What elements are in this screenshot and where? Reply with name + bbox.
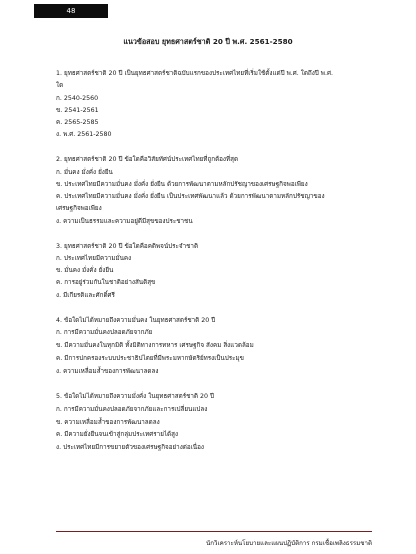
question-5-choice: ข. ความเหลื่อมล้ำของการพัฒนาลดลง	[56, 418, 160, 426]
question-1-choice: ข. 2541-2561	[56, 106, 99, 114]
question-5-choice: ก. การมีความมั่นคงปลอดภัยจากภัยและการเปลี่ยนแปลง	[56, 405, 208, 413]
question-2-choice: ก. มั่นคง มั่งคั่ง ยั่งยืน	[56, 168, 113, 176]
footer-text: นักวิเคราะห์นโยบายและแผนปฏิบัติการ กรมเชื้อเพลิงธรรมชาติ	[206, 540, 372, 547]
question-2-line: 2. ยุทธศาสตร์ชาติ 20 ปี ข้อใดคือวิสัยทัศน์ประเทศไทยที่ถูกต้องที่สุด	[56, 156, 239, 164]
question-1-line: ใด	[56, 82, 64, 90]
question-3-choice: ค. การอยู่ร่วมกันในชาติอย่างสันติสุข	[56, 279, 156, 287]
question-3-line: 3. ยุทธศาสตร์ชาติ 20 ปี ข้อใดคือคติพจน์ประจำชาติ	[56, 242, 199, 250]
question-4-line: 4. ข้อใดไม่ได้หมายถึงความมั่นคง ในยุทธศาสตร์ชาติ 20 ปี	[56, 316, 216, 324]
question-3-choice: ก. ประเทศไทยมีความมั่นคง	[56, 254, 132, 262]
question-3-choice: ง. มีเกียรติและศักดิ์ศรี	[56, 291, 115, 299]
question-5-choice: ง. ประเทศไทยมีการขยายตัวของเศรษฐกิจอย่างต่อเนื่อง	[56, 444, 204, 452]
question-5-line: 5. ข้อใดไม่ได้หมายถึงความมั่งคั่ง ในยุทธศาสตร์ชาติ 20 ปี	[56, 393, 215, 401]
question-4-choice: ก. การมีความมั่นคงปลอดภัยจากภัย	[56, 329, 153, 337]
page-title: แนวข้อสอบ ยุทธศาสตร์ชาติ 20 ปี พ.ศ. 2561-2580	[123, 37, 293, 46]
question-list	[56, 68, 368, 468]
footer-divider	[56, 531, 372, 532]
question-4	[56, 315, 368, 379]
question-2-choice: ค. ประเทศไทยมีความมั่นคง มั่งคั่ง ยั่งยืน เป็นประเทศพัฒนาแล้ว ด้วยการพัฒนาตามหลักปรัชญาของ	[56, 193, 325, 201]
question-1-choice: ง. พ.ศ. 2561-2580	[56, 131, 112, 139]
question-2-choice: ข. ประเทศไทยมีความมั่นคง มั่งคั่ง ยั่งยืน ด้วยการพัฒนาตามหลักปรัชญาของเศรษฐกิจพอเพียง	[56, 180, 308, 188]
question-1-choice: ก. 2540-2560	[56, 94, 99, 102]
question-5	[56, 391, 368, 455]
question-1-choice: ค. 2565-2585	[56, 119, 99, 127]
question-4-choice: ค. มีการปกครองระบบประชาธิปไตยที่มีพระมหากษัตริย์ทรงเป็นประมุข	[56, 354, 244, 362]
question-3	[56, 241, 368, 302]
question-5-choice: ค. มีความยั่งยืนจนเข้าสู่กลุ่มประเทศรายได้สูง	[56, 431, 179, 439]
question-2-choice: เศรษฐกิจพอเพียง	[56, 205, 102, 213]
question-1-line: 1. ยุทธศาสตร์ชาติ 20 ปี เป็นยุทธศาสตร์ชาติฉบับแรกของประเทศไทยที่เริ่มใช้ตั้งแต่ปี พ.ศ. ใดถึงปี พ.ศ.	[56, 70, 333, 77]
question-2-choice: ง. ความเป็นธรรมและความอยู่ดีมีสุขของประชาชน	[56, 217, 193, 225]
question-4-choice: ข. มีความมั่นคงในทุกมิติ ทั้งมิติทางการทหาร เศรษฐกิจ สังคม สิ่งแวดล้อม	[56, 342, 254, 350]
page-number: 48	[34, 4, 108, 18]
question-4-choice: ง. ความเหลื่อมล้ำของการพัฒนาลดลง	[56, 367, 159, 375]
question-1	[56, 68, 368, 142]
question-3-choice: ข. มั่นคง มั่งคั่ง ยั่งยืน	[56, 267, 114, 275]
question-2	[56, 154, 368, 228]
